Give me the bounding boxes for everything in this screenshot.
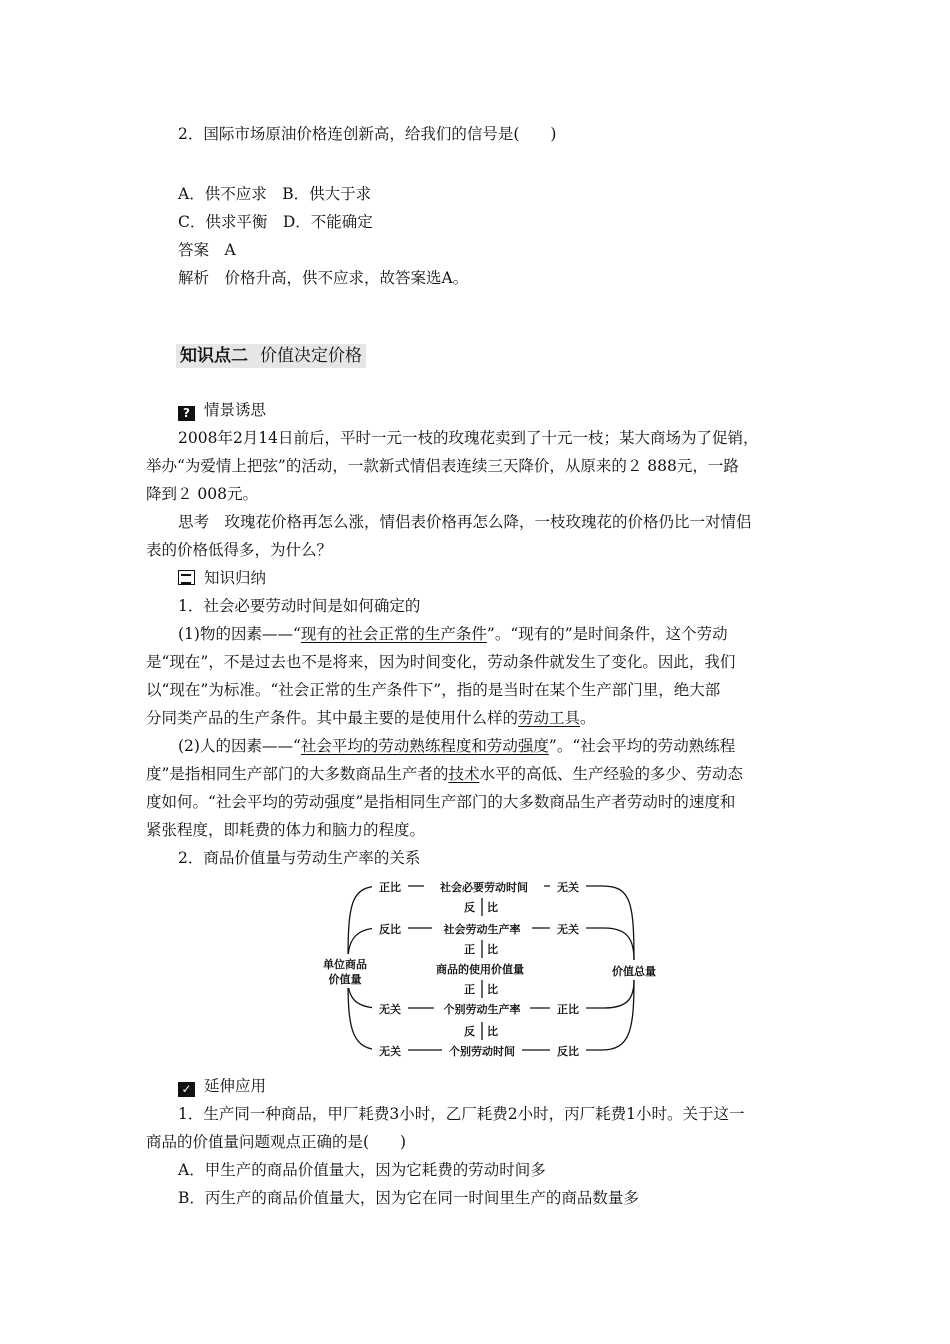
knowledge-point-1c: 以“现在”为标准。“社会正常的生产条件下”，指的是当时在某个生产部门里，绝大部 — [146, 681, 721, 699]
knowledge-heading-text: 知识归纳 — [204, 569, 267, 587]
diagram-rel-2-a: 正 — [464, 943, 475, 956]
diagram-center-1: 社会必要劳动时间 — [440, 881, 528, 894]
knowledge-point-1b: 是“现在”，不是过去也不是将来，因为时间变化，劳动条件就发生了变化。因此，我们 — [146, 653, 736, 671]
diagram-right-rel-4: 反比 — [557, 1045, 579, 1058]
diagram-right-rel-3: 正比 — [557, 1003, 579, 1016]
question-2-answer: 答案 A — [178, 241, 236, 259]
knowledge-point-1a: (1)物的因素——“现有的社会正常的生产条件”。“现有的”是时间条件，这个劳动 — [178, 625, 728, 643]
diagram-left-rel-4: 无关 — [379, 1045, 401, 1058]
book-icon — [178, 570, 195, 585]
application-heading — [178, 1076, 266, 1097]
knowledge-heading — [178, 568, 266, 588]
diagram-rel-1-b: 比 — [487, 901, 498, 914]
application-question-1b: 商品的价值量问题观点正确的是( ) — [146, 1133, 407, 1151]
question-2-options-cd: C．供求平衡 D．不能确定 — [178, 213, 373, 231]
value-relationship-diagram — [312, 880, 674, 1060]
think-line-2: 表的价格低得多，为什么？ — [146, 541, 333, 559]
scenario-heading-text: 情景诱思 — [204, 401, 267, 419]
diagram-right-rel-1: 无关 — [557, 881, 579, 894]
application-option-a: A．甲生产的商品价值量大，因为它耗费的劳动时间多 — [178, 1161, 546, 1179]
underlined-term: 现有的社会正常的生产条件 — [300, 625, 487, 643]
diagram-center-4: 个别劳动生产率 — [443, 1003, 521, 1016]
diagram-left-label-2: 价值量 — [328, 973, 362, 986]
diagram-right-label: 价值总量 — [612, 965, 656, 978]
underlined-term: 社会平均的劳动熟练程度和劳动强度 — [300, 737, 549, 755]
diagram-left-rel-3: 无关 — [379, 1003, 401, 1016]
think-line-1: 思考 玫瑰花价格再怎么涨，情侣表价格再怎么降，一枝玫瑰花的价格仍比一对情侣 — [178, 513, 752, 531]
diagram-left-rel-2: 反比 — [379, 923, 401, 936]
diagram-center-5: 个别劳动时间 — [449, 1045, 515, 1058]
knowledge-point-3-title: 2．商品价值量与劳动生产率的关系 — [178, 849, 421, 867]
knowledge-point-1d: 分同类产品的生产条件。其中最主要的是使用什么样的劳动工具。 — [146, 709, 596, 727]
knowledge-point-2b: 度”是指相同生产部门的大多数商品生产者的技术水平的高低、生产经验的多少、劳动态 — [146, 765, 743, 783]
question-2-analysis: 解析 价格升高，供不应求，故答案选A。 — [178, 269, 469, 287]
application-question-1a: 1．生产同一种商品，甲厂耗费3小时，乙厂耗费2小时，丙厂耗费1小时。关于这一 — [178, 1105, 745, 1123]
knowledge-point-2c: 度如何。“社会平均的劳动强度”是指相同生产部门的大多数商品生产者劳动时的速度和 — [146, 793, 736, 811]
scenario-heading — [178, 400, 266, 421]
diagram-rel-3-b: 比 — [487, 983, 498, 996]
section-heading — [176, 344, 366, 368]
diagram-left-rel-1: 正比 — [379, 881, 401, 894]
diagram-left-label-1: 单位商品 — [323, 958, 367, 971]
diagram-rel-3-a: 正 — [464, 983, 475, 996]
diagram-rel-2-b: 比 — [487, 943, 498, 956]
section-label: 知识点二 — [180, 346, 248, 366]
question-2-options-ab: A．供不应求 B．供大于求 — [178, 185, 372, 203]
scenario-line-1: 2008年2月14日前后，平时一元一枝的玫瑰花卖到了十元一枝；某大商场为了促销， — [178, 429, 759, 447]
underlined-term: 技术 — [448, 765, 480, 783]
knowledge-point-2a: (2)人的因素——“社会平均的劳动熟练程度和劳动强度”。“社会平均的劳动熟练程 — [178, 737, 736, 755]
application-heading-text: 延伸应用 — [204, 1077, 267, 1095]
diagram-rel-4-b: 比 — [487, 1025, 498, 1038]
checkmark-icon: ✓ — [178, 1082, 195, 1097]
knowledge-point-1-title: 1．社会必要劳动时间是如何确定的 — [178, 597, 421, 615]
knowledge-point-2d: 紧张程度，即耗费的体力和脑力的程度。 — [146, 821, 426, 839]
scenario-line-2: 举办“为爱情上把弦”的活动，一款新式情侣表连续三天降价，从原来的２ 888元，一路 — [146, 457, 739, 475]
diagram-right-rel-2: 无关 — [557, 923, 579, 936]
diagram-rel-4-a: 反 — [464, 1025, 475, 1038]
diagram-center-2: 社会劳动生产率 — [443, 923, 521, 936]
diagram-rel-1-a: 反 — [464, 901, 475, 914]
application-option-b: B．丙生产的商品价值量大，因为它在同一时间里生产的商品数量多 — [178, 1189, 639, 1207]
question-2-stem: 2．国际市场原油价格连创新高，给我们的信号是( ) — [178, 125, 557, 143]
diagram-center-3: 商品的使用价值量 — [436, 963, 524, 976]
section-title: 价值决定价格 — [260, 346, 362, 366]
question-mark-icon: ? — [178, 406, 195, 421]
underlined-term: 劳动工具 — [518, 709, 581, 727]
scenario-line-3: 降到２ 008元。 — [146, 485, 259, 503]
